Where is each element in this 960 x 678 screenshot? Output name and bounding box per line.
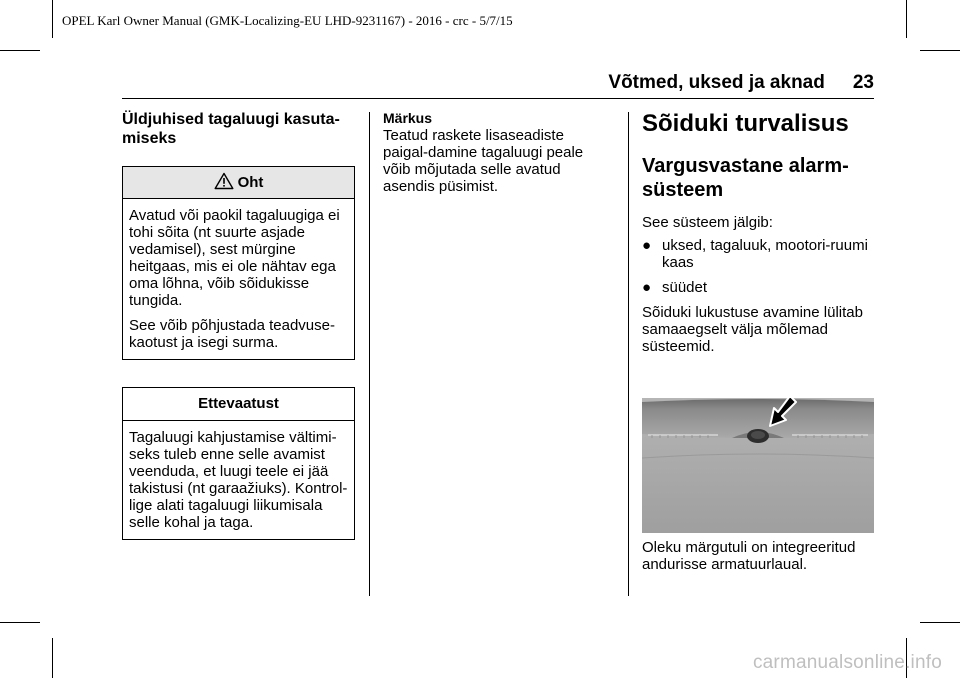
document-header: OPEL Karl Owner Manual (GMK-Localizing-EU LHD-9231167) - 2016 - crc - 5/7/15: [62, 13, 513, 28]
warning-paragraph: See võib põhjustada teadvuse-kaotust ja isegi surma.: [129, 317, 335, 351]
note-label: Märkus: [383, 110, 433, 126]
header-rule: [122, 98, 874, 99]
list-item-text: süüdet: [662, 279, 708, 296]
crop-mark: [906, 0, 907, 38]
caution-box-header: Ettevaatust: [123, 388, 354, 421]
warning-paragraph: Avatud või paokil tagaluugiga ei tohi sõita (nt suurte asjade vedamisel), sest mürgine heitgaas, mis ei ole nähtav ega oma lõhna, võib sõidukisse tungida.: [129, 207, 340, 309]
crop-mark: [52, 638, 53, 678]
caution-paragraph: Tagaluugi kahjustamise vältimi-seks tuleb enne selle avamist veenduda, et luugi teele ei jää takistusi (nt garaažiuks). Kontrol-lige alati tagaluugi liikumisala selle kohal ja taga.: [129, 429, 348, 531]
crop-mark: [920, 50, 960, 51]
column-2: [383, 110, 613, 195]
warning-box-header: [123, 167, 354, 199]
warning-box: [122, 166, 355, 360]
column-divider: [628, 112, 629, 596]
list-item-text: uksed, tagaluuk, mootori-ruumi kaas: [662, 237, 868, 271]
page-number: 23: [852, 72, 874, 93]
subheading: Üldjuhised tagaluugi kasuta-miseks: [122, 111, 340, 147]
column-divider: [369, 112, 370, 596]
crop-mark: [0, 622, 40, 623]
column-3: [642, 110, 876, 355]
figure-caption: Oleku märgutuli on integreeritud andurisse armatuurlaual.: [642, 539, 856, 573]
list-item: [642, 237, 876, 271]
dashboard-sensor-photo: [642, 398, 874, 533]
list-item: [642, 279, 876, 296]
section-heading: Vargusvastane alarm-süsteem: [642, 155, 849, 201]
note-text: Teatud raskete lisaseadiste paigal-damine tagaluugi peale võib mõjutada selle avatud asendis püsimist.: [383, 127, 584, 195]
caution-box: [122, 387, 355, 540]
warning-box-body: [123, 199, 354, 359]
body-paragraph: Sõiduki lukustuse avamine lülitab samaaegselt välja mõlemad süsteemid.: [642, 304, 863, 355]
warning-triangle-icon: [214, 170, 234, 201]
crop-mark: [920, 622, 960, 623]
crop-mark: [52, 0, 53, 38]
bullet-list: [642, 237, 876, 296]
bullet-icon: ●: [642, 279, 652, 296]
chapter-title: Sõiduki turvalisus: [642, 110, 849, 137]
running-head: [608, 72, 874, 94]
crop-mark: [0, 50, 40, 51]
column-1: [122, 110, 355, 540]
warning-title: Oht: [237, 174, 264, 191]
watermark: carmanualsonline.info: [752, 652, 942, 673]
caution-box-body: [123, 421, 354, 539]
bullet-icon: ●: [642, 237, 652, 254]
intro-text: See süsteem jälgib:: [642, 214, 773, 231]
section-title: Võtmed, uksed ja aknad: [608, 72, 825, 93]
